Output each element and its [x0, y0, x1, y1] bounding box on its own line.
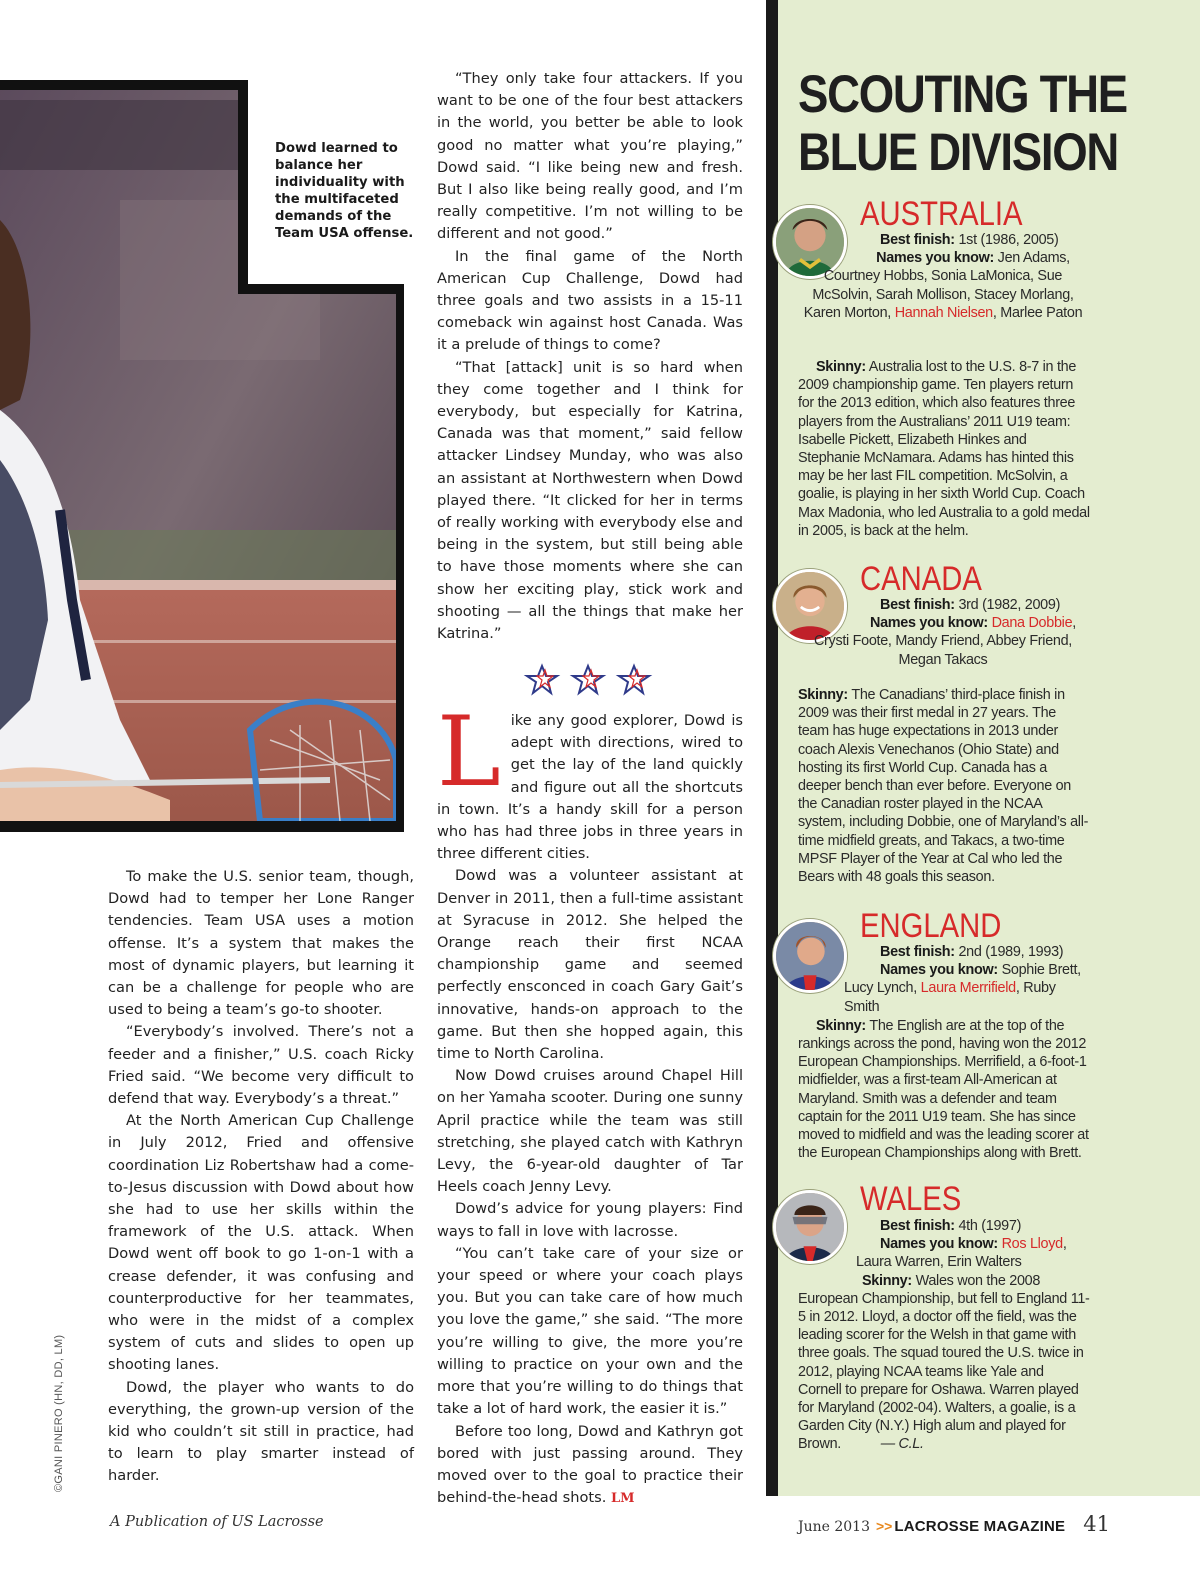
- skinny-label: Skinny:: [798, 687, 848, 703]
- canada-details: [798, 596, 1088, 669]
- australia-details: [798, 231, 1088, 322]
- paragraph: “That [attack] unit is so hard when they come together and I think for everybody, but especially for Katrina, Canada was that moment,” said fellow attacker Lindsey Munday, who was also an assistant at Northwestern when Dowd played there. “It clicked for her in terms of really working with everybody else and being in the system, but still being able to have those moments where she can show her exciting play, stick work and shooting — all the things that make her Katrina.”: [437, 358, 743, 643]
- best-finish-label: Best finish:: [880, 944, 955, 960]
- sidebar-title-line: BLUE DIVISION: [798, 123, 1119, 182]
- wales-skinny-text: Wales won the 2008 European Championship, but fell to England 11-5 in 2012. Lloyd, a doctor off the field, was the leading scorer for the Welsh in that game with three goals. The squad toured the U.S. twice in 2012, playing NCAA teams like Yale and Cornell to prepare for Oshawa. Warren played for Maryland (2002-04). Walters, a goalie, is a Garden City (N.Y.) High alum and played for Brown.: [798, 1272, 1090, 1453]
- paragraph-dropcap: [437, 696, 743, 865]
- canada-skinny-text: The Canadians’ third-place finish in 2009 was their first medal in 27 years. The team has huge expectations in 2013 under coach Alexis Venechanos (Ohio State) and hosting its first World Cup. Canada has a deeper bench than ever before. Everyone on the Canadian roster played in the NCAA system, including Dobbie, one of Maryland’s all-time midfield greats, and Takacs, a two-time MPSF Player of the Year at Cal who led the Bears with 48 goals this season.: [798, 687, 1089, 886]
- australia-names-end: , Marlee Paton: [992, 304, 1083, 321]
- paragraph-text: Before too long, Dowd and Kathryn got bored with just passing around. They moved over to the goal to practice their behind-the-head shots.: [437, 1422, 743, 1507]
- names-label: Names you know:: [880, 1236, 998, 1253]
- paragraph: Dowd was a volunteer assistant at Denver in 2011, then a full-time assistant at Syracuse in 2012. She helped the Orange reach their first NCAA championship game and seemed perfectly ensconced in coach Gary Gait’s innovative, hands-on approach to the game. But then she hopped again, this time to North Carolina.: [437, 867, 743, 1063]
- photo-caption: Dowd learned to balance her individuality with the multifaceted demands of the Team USA offense.: [275, 141, 414, 241]
- england-names-highlight: Laura Merrifield: [920, 980, 1016, 997]
- paragraph: Dowd, the player who wants to do everything, the grown-up version of the kid who couldn’t sit still in practice, had to learn to play smarter instead of harder.: [108, 1378, 414, 1485]
- paragraph: “Everybody’s involved. There’s not a feeder and a finisher,” U.S. coach Ricky Fried said. “We become very difficult to defend that way. Everybody’s a threat.”: [108, 1023, 414, 1108]
- author-signoff: — C.L.: [880, 1436, 924, 1453]
- paragraph: “You can’t take care of your size or your speed or where your coach plays you. But you can take care of how much you love the game,” she said. “The more you’re willing to give, the more you’re willing to practice on your own and the more that you’re willing to do things that take a lot of hard work, the easier it is.”: [437, 1244, 743, 1418]
- skinny-label: Skinny:: [816, 1017, 866, 1034]
- paragraph: At the North American Cup Challenge in July 2012, Fried and offensive coordination Liz Robertshaw had a come-to-Jesus discussion with Dowd about how she had to use her skills within the framework of the U.S. attack. When Dowd went off book to go 1-on-1 with a crease defender, it was confusing and counterproductive for her teammates, who were in the midst of a complex system of cuts and slides to open up shooting lanes.: [108, 1112, 414, 1374]
- wales-details: [798, 1217, 1090, 1454]
- canada-best-finish: 3rd (1982, 2009): [958, 597, 1061, 613]
- article-column-middle-top: [437, 68, 743, 645]
- paragraph: Dowd’s advice for young players: Find ways to fall in love with lacrosse.: [437, 1200, 743, 1240]
- best-finish-label: Best finish:: [880, 232, 955, 248]
- england-names-end: , Ruby Smith: [844, 980, 1056, 1015]
- section-break-stars: [520, 662, 660, 696]
- country-heading-canada: CANADA: [860, 560, 982, 598]
- wales-names: , Laura Warren, Erin Walters: [856, 1236, 1067, 1271]
- england-names: Sophie Brett, Lucy Lynch,: [844, 962, 1081, 997]
- issue-date: June 2013: [797, 1519, 870, 1535]
- canada-skinny: [798, 686, 1090, 886]
- paragraph-last: [437, 1421, 743, 1511]
- australia-best-finish: 1st (1986, 2005): [958, 232, 1059, 248]
- england-best-finish: 2nd (1989, 1993): [958, 944, 1064, 960]
- best-finish-label: Best finish:: [880, 1218, 955, 1234]
- wales-names-highlight: Ros Lloyd: [1001, 1236, 1063, 1253]
- end-mark: LM: [611, 1491, 635, 1507]
- skinny-label: Skinny:: [862, 1272, 912, 1289]
- country-heading-australia: AUSTRALIA: [860, 195, 1023, 233]
- wales-best-finish: 4th (1997): [958, 1218, 1022, 1234]
- paragraph: In the final game of the North American Cup Challenge, Dowd had three goals and two assists in a 15-11 comeback win against host Canada. Was it a prelude of things to come?: [437, 247, 743, 354]
- sidebar-title-line: SCOUTING THE: [798, 65, 1127, 124]
- chevron-right-icon: >>: [876, 1518, 893, 1534]
- country-heading-wales: WALES: [860, 1180, 962, 1218]
- dropcap-paragraph-text: ike any good explorer, Dowd is adept with directions, wired to get the lay of the land quickly and figure out all the shortcuts in town. It’s a handy skill for a person who has had three jobs in three years in three different cities.: [437, 712, 743, 863]
- canada-names-highlight: Dana Dobbie: [991, 615, 1073, 632]
- england-details: [798, 943, 1090, 1162]
- publication-credit: A Publication of US Lacrosse: [110, 1514, 324, 1530]
- drop-cap: L: [437, 696, 501, 808]
- skinny-label: Skinny:: [816, 359, 866, 375]
- article-column-middle-bottom: [437, 696, 743, 1510]
- page-number: 41: [1083, 1512, 1110, 1536]
- magazine-name: LACROSSE MAGAZINE: [894, 1518, 1066, 1535]
- australia-skinny-text: Australia lost to the U.S. 8-7 in the 2009 championship game. Ten players return for the 2013 edition, which also features three players from the Australians’ 2011 U19 team: Isabelle Pickett, Elizabeth Hinkes and Stephanie McNamara. Adams has hinted this may be her last FIL competition. McSolvin, a goalie, is playing in her sixth World Cup. Coach Max Madonia, who led Australia to a gold medal in 2005, is back at the helm.: [798, 359, 1090, 539]
- england-skinny-text: The English are at the top of the rankings across the pond, having won the 2012 European Championships. Merrifield, a 6-foot-1 midfielder, was a first-team All-American at Maryland. Smith was a defender and team captain for the 2011 U19 team. She has since moved to midfield and was the leading scorer at the European Championships along with Brett.: [798, 1017, 1089, 1162]
- australia-skinny: [798, 358, 1090, 540]
- names-label: Names you know:: [870, 615, 988, 632]
- sidebar-title: [798, 65, 1127, 182]
- canada-names: , Crysti Foote, Mandy Friend, Abbey Friend, Megan Takacs: [813, 615, 1076, 668]
- paragraph: Now Dowd cruises around Chapel Hill on her Yamaha scooter. During one sunny April practice while the team was still stretching, she played catch with Kathryn Levy, the 6-year-old daughter of Tar Heels coach Jenny Levy.: [437, 1067, 743, 1196]
- australia-names: Jen Adams, Courtney Hobbs, Sonia LaMonica, Sue McSolvin, Sarah Mollison, Stacey Morlang, Karen Morton,: [803, 250, 1074, 321]
- best-finish-label: Best finish:: [880, 597, 955, 613]
- australia-names-highlight: Hannah Nielsen: [894, 304, 993, 321]
- names-label: Names you know:: [876, 250, 994, 267]
- paragraph: “They only take four attackers. If you want to be one of the four best attackers in the world, you better be able to look good no matter what you’re playing,” Dowd said. “I like being new and fresh. But I also like being really good, and I’m really competitive. I’m not willing to be different and not good.”: [437, 70, 743, 243]
- paragraph: To make the U.S. senior team, though, Dowd had to temper her Lone Ranger tendencies. Team USA uses a motion offense. It’s a system that makes the most of dynamic players, but learning it can be a challenge for people who are used to being a team’s go-to shooter.: [108, 868, 414, 1019]
- names-label: Names you know:: [880, 962, 998, 979]
- article-column-left: [108, 866, 414, 1488]
- page-footer: [798, 1512, 1110, 1536]
- country-heading-england: ENGLAND: [860, 907, 1002, 945]
- photo-credit: ©GANI PINERO (HN, DD, LM): [53, 1334, 65, 1492]
